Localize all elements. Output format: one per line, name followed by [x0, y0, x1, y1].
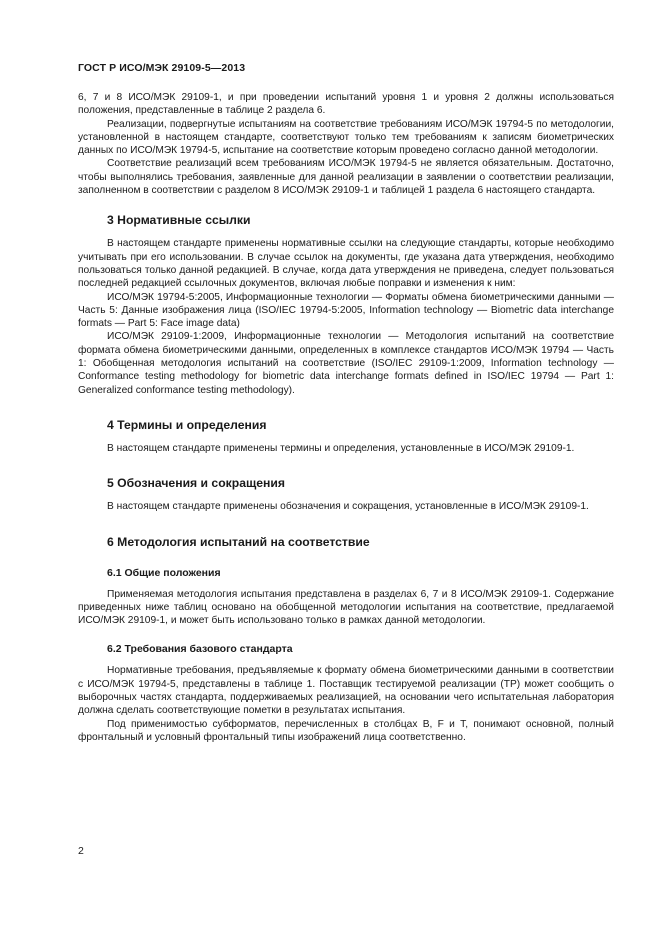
- subsection-6-2-paragraph-2: Под применимостью субформатов, перечисленных в столбцах В, F и Т, понимают основной, полный фронтальный и условный фронтальный типы изображений лица соответственно.: [78, 718, 614, 743]
- section-5-paragraph-1: В настоящем стандарте применены обозначения и сокращения, установленные в ИСО/МЭК 29109-1.: [107, 501, 589, 513]
- section-3-heading: 3 Нормативные ссылки: [107, 213, 251, 228]
- section-4-paragraph-1: В настоящем стандарте применены термины и определения, установленные в ИСО/МЭК 29109-1.: [107, 442, 575, 454]
- subsection-6-1-paragraph-1: Применяемая методология испытания представлена в разделах 6, 7 и 8 ИСО/МЭК 29109-1. Содержание приведенных ниже таблиц основано на обобщенной методологии испытания на соответствие, предлагаемой ИСО/МЭК 29109-1, и может быть использовано только в рамках данной методологии.: [78, 588, 614, 627]
- section-3-reference-2: ИСО/МЭК 29109-1:2009, Информационные технологии — Методология испытаний на соответствие формата обмена биометрическими данными, определенных в комплексе стандартов ИСО/МЭК 19794 — Часть 1: Обобщенная методология испытаний на соответствие (ISO/IEC 29109-1:2009, Information technology — Conformance testing methodology for biometric data interchange formats defined in ISO/IEC 19794 — Part 1: Generalized conformance testing methodology).: [78, 331, 614, 396]
- page-header: ГОСТ Р ИСО/МЭК 29109-5—2013: [78, 62, 246, 74]
- intro-paragraph-1: 6, 7 и 8 ИСО/МЭК 29109-1, и при проведении испытаний уровня 1 и уровня 2 должны использоваться положения, представленные в таблице 2 раздела 6.: [78, 92, 614, 117]
- section-5-heading: 5 Обозначения и сокращения: [107, 476, 286, 491]
- section-6-heading: 6 Методология испытаний на соответствие: [107, 534, 370, 549]
- section-4-heading: 4 Термины и определения: [107, 417, 267, 432]
- intro-paragraph-3: Соответствие реализаций всем требованиям ИСО/МЭК 19794-5 не является обязательным. Достаточно, чтобы выполнялись требования, заявленные для данной реализации в заявлении о соответствии реализации, заполненном в соответствии с разделом 8 ИСО/МЭК 29109-1 и таблицей 1 раздела 6 настоящего стандарта.: [78, 158, 614, 197]
- document-body: [78, 91, 614, 744]
- subsection-6-2-paragraph-1: Нормативные требования, предъявляемые к формату обмена биометрическими данными в соответствии с ИСО/МЭК 19794-5, представлены в таблице 1. Поставщик тестируемой реализации (ТР) может сообщить о выборочных частях стандарта, поддерживаемых реализацией, на основании чего испытательная лаборатория должна сделать соответствующие пометки в результатах испытания.: [78, 665, 614, 717]
- page-number: 2: [78, 845, 84, 857]
- intro-paragraph-2: Реализации, подвергнутые испытаниям на соответствие требованиям ИСО/МЭК 19794-5 по методологии, установленной в настоящем стандарте, соответствуют только тем требованиям к записям биометрических данных по ИСО/МЭК 19794-5, испытание на соответствие которым проведено согласно данной методологии.: [78, 118, 614, 157]
- subsection-6-2-heading: 6.2 Требования базового стандарта: [107, 643, 293, 656]
- subsection-6-1-heading: 6.1 Общие положения: [107, 566, 221, 579]
- section-3-reference-1: ИСО/МЭК 19794-5:2005, Информационные технологии — Форматы обмена биометрическими данными — Часть 5: Данные изображения лица (ISO/IEC 19794-5:2005, Information technology — Biometric data interchange formats — Part 5: Face image data): [78, 291, 614, 330]
- section-3-paragraph-1: В настоящем стандарте применены нормативные ссылки на следующие стандарты, которые необходимо учитывать при его использовании. В случае ссылок на документы, где указана дата утверждения, необходимо пользоваться только данной редакцией. В случае, когда дата утверждения не приведена, следует пользоваться последней редакцией ссылочных документов, включая любые поправки и изменения к ним:: [78, 238, 614, 290]
